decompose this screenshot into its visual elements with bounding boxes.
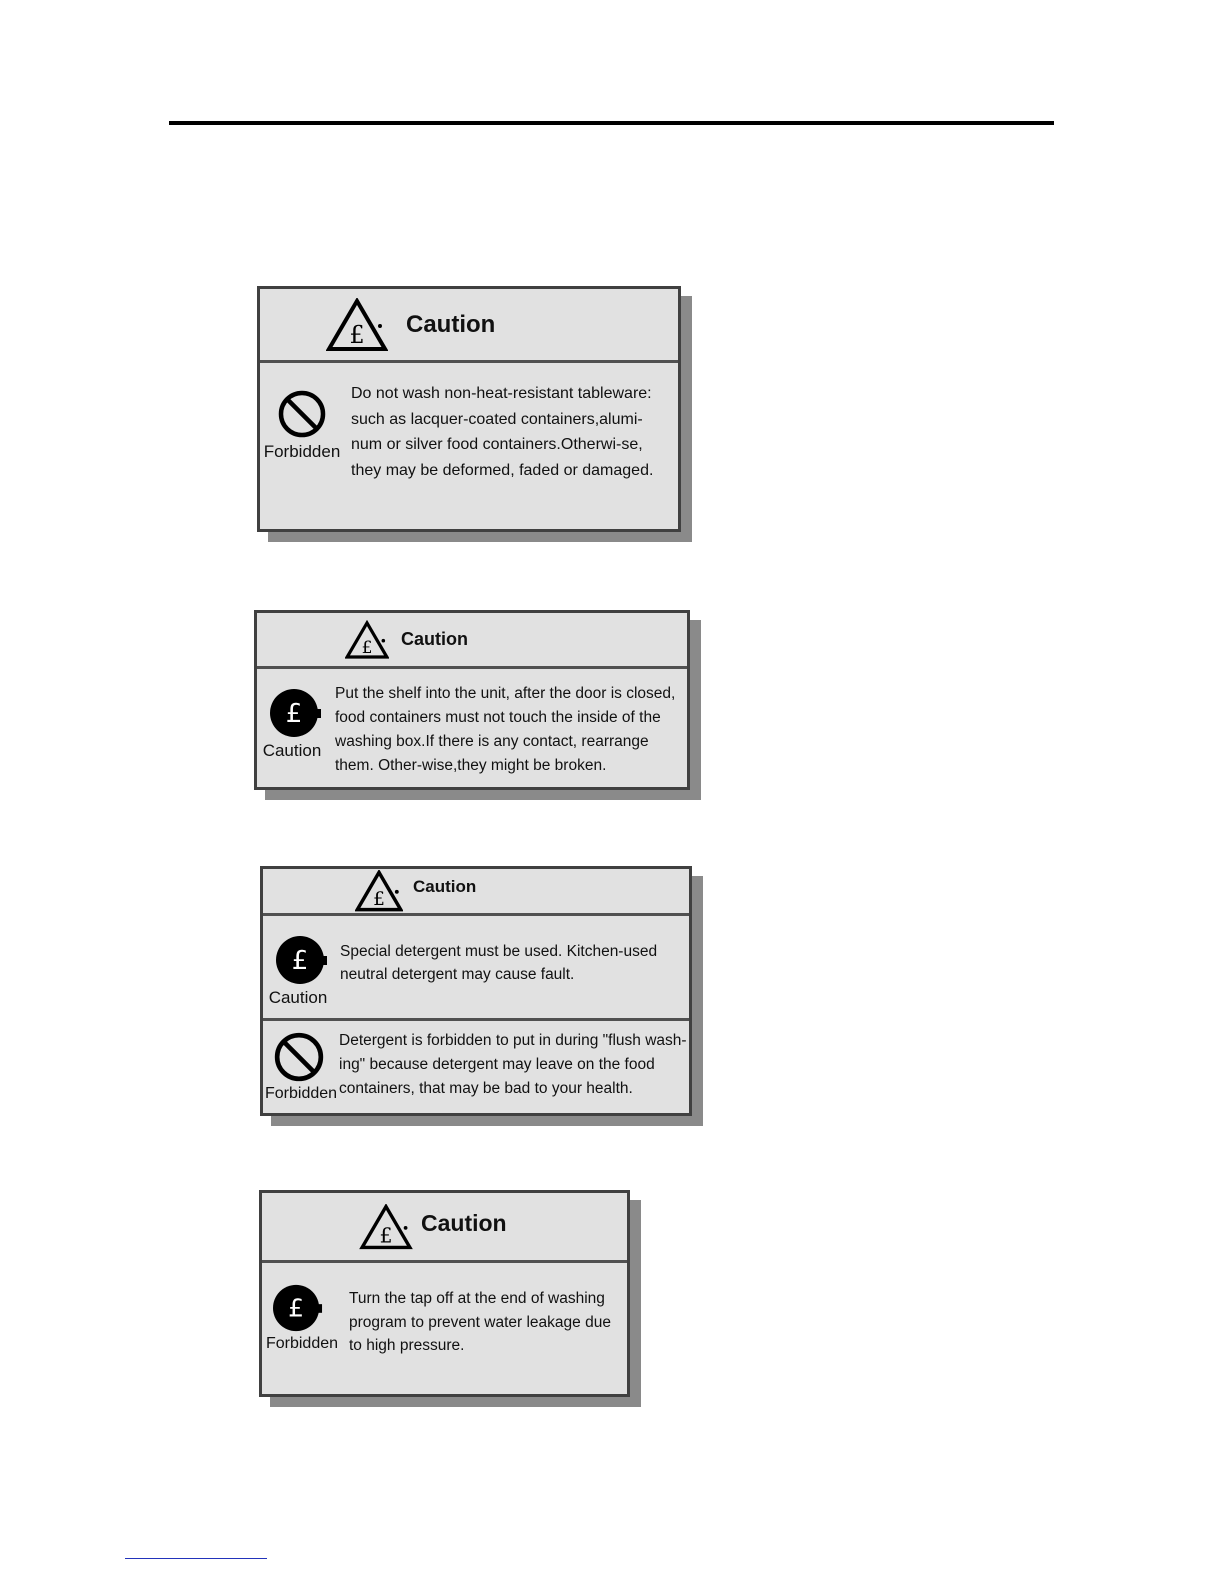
notice-title: Caution (401, 629, 468, 649)
svg-text:£: £ (379, 1222, 393, 1247)
notice-text (349, 1287, 611, 1358)
symbol-label: Forbidden (265, 1085, 338, 1102)
notice-text (351, 381, 653, 483)
notice-header (260, 289, 678, 363)
symbol-label: Caution (268, 988, 328, 1007)
caution-circle-icon (275, 934, 329, 986)
prohibited-icon (277, 389, 327, 439)
notice-header (257, 613, 687, 669)
text-line: they may be deformed, faded or damaged. (351, 461, 654, 479)
text-line: Special detergent must be used. Kitchen-used (340, 943, 658, 960)
svg-text:£: £ (285, 699, 303, 729)
notice-text (339, 1029, 687, 1101)
svg-text:£: £ (288, 1293, 305, 1323)
text-line: Do not wash non-heat-resistant tableware: (351, 385, 652, 402)
warning-triangle-icon (355, 870, 403, 912)
symbol-label: Forbidden (265, 1335, 339, 1352)
notice-header (263, 869, 689, 916)
text-line: containers, that may be bad to your health. (339, 1080, 633, 1097)
caution-notice-2 (254, 610, 690, 790)
notice-row (262, 1263, 627, 1394)
text-line: them. Other-wise,they might be broken. (335, 757, 607, 774)
svg-text:£: £ (291, 946, 309, 976)
notice-row (263, 1018, 689, 1113)
notice-row (260, 363, 678, 529)
svg-text:£: £ (349, 320, 365, 349)
prohibited-icon (273, 1031, 325, 1083)
text-line: ing" because detergent may leave on the food (339, 1056, 655, 1073)
text-line: Detergent is forbidden to put in during "flush wash- (339, 1032, 687, 1049)
caution-notice-3 (260, 866, 692, 1116)
notice-text (335, 682, 675, 778)
header-rule (169, 121, 1054, 125)
text-line: Turn the tap off at the end of washing (349, 1290, 605, 1307)
text-line: neutral detergent may cause fault. (340, 966, 575, 983)
caution-circle-icon (269, 687, 323, 739)
caution-notice-4 (259, 1190, 630, 1397)
warning-triangle-icon (345, 620, 389, 660)
svg-text:£: £ (361, 637, 373, 658)
text-line: num or silver food containers.Otherwi-se, (351, 436, 643, 453)
caution-circle-icon (272, 1283, 324, 1333)
symbol-label: Forbidden (263, 442, 341, 461)
text-line: to high pressure. (349, 1337, 465, 1354)
text-line: Put the shelf into the unit, after the door is closed, (335, 685, 676, 702)
caution-notice-1 (257, 286, 681, 532)
notice-title: Caution (421, 1210, 507, 1236)
text-line: such as lacquer-coated containers,alumi- (351, 410, 643, 428)
text-line: food containers must not touch the inside of the (335, 709, 661, 726)
text-line: program to prevent water leakage due (349, 1313, 611, 1331)
notice-title: Caution (406, 310, 496, 338)
notice-title: Caution (413, 877, 477, 896)
text-line: washing box.If there is any contact, rearrange (335, 733, 649, 750)
notice-text (340, 940, 657, 986)
notice-row (263, 916, 689, 1018)
footer-link-underline (125, 1558, 267, 1559)
warning-triangle-icon (326, 298, 388, 352)
svg-text:£: £ (373, 888, 385, 910)
notice-row (257, 669, 687, 787)
warning-triangle-icon (359, 1204, 413, 1250)
notice-header (262, 1193, 627, 1263)
symbol-label: Caution (262, 741, 322, 760)
